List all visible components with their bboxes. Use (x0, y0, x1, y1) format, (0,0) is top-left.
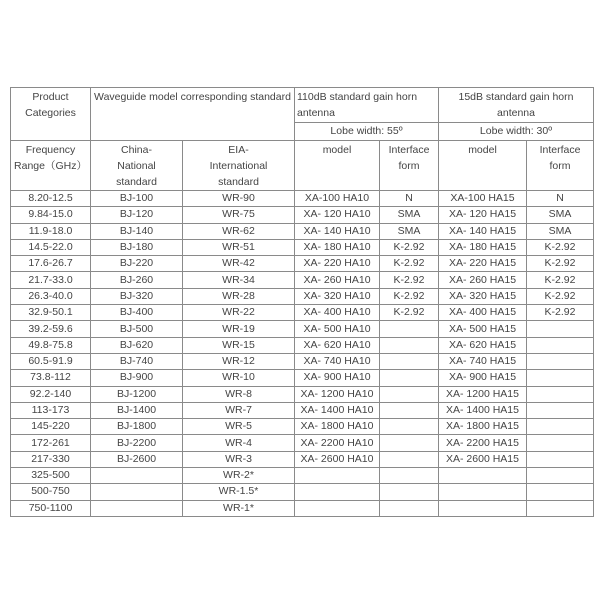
table-row (11, 386, 594, 402)
cell-frequency: 145-220 (11, 419, 91, 435)
header-110db-line2: antenna (297, 107, 335, 119)
cell-china-model: BJ-120 (91, 207, 183, 223)
cell-model-110db: XA- 500 HA10 (295, 321, 380, 337)
cell-interface-15db (527, 500, 594, 516)
header-model-110: model (295, 141, 380, 191)
cell-eia-model: WR-7 (183, 402, 295, 418)
cell-model-110db: XA- 2200 HA10 (295, 435, 380, 451)
header-110db-horn (295, 88, 439, 123)
cell-interface-15db: SMA (527, 207, 594, 223)
header-model-15: model (439, 141, 527, 191)
cell-interface-110db (380, 468, 439, 484)
cell-china-model: BJ-400 (91, 305, 183, 321)
cell-interface-110db (380, 402, 439, 418)
cell-model-15db: XA- 900 HA15 (439, 370, 527, 386)
table-row (11, 272, 594, 288)
cell-interface-110db (380, 451, 439, 467)
cell-interface-110db: K-2.92 (380, 256, 439, 272)
cell-model-110db: XA- 120 HA10 (295, 207, 380, 223)
cell-frequency: 92.2-140 (11, 386, 91, 402)
cell-model-110db: XA- 140 HA10 (295, 223, 380, 239)
header-15db-horn: 15dB standard gain horn antenna (439, 88, 594, 123)
cell-china-model: BJ-740 (91, 353, 183, 369)
cell-eia-model: WR-8 (183, 386, 295, 402)
cell-model-110db (295, 500, 380, 516)
cell-frequency: 500-750 (11, 484, 91, 500)
cell-eia-model: WR-1.5* (183, 484, 295, 500)
cell-model-15db (439, 468, 527, 484)
cell-interface-15db (527, 370, 594, 386)
cell-interface-110db (380, 337, 439, 353)
cell-china-model (91, 484, 183, 500)
cell-model-110db: XA- 620 HA10 (295, 337, 380, 353)
table-row (11, 321, 594, 337)
cell-model-15db: XA- 120 HA15 (439, 207, 527, 223)
cell-eia-model: WR-42 (183, 256, 295, 272)
cell-eia-model: WR-3 (183, 451, 295, 467)
table-row (11, 370, 594, 386)
cell-model-110db (295, 484, 380, 500)
header-interface-15: Interface form (527, 141, 594, 191)
cell-model-110db: XA-100 HA10 (295, 191, 380, 207)
cell-eia-model: WR-4 (183, 435, 295, 451)
cell-eia-model: WR-34 (183, 272, 295, 288)
cell-eia-model: WR-90 (183, 191, 295, 207)
cell-china-model: BJ-1400 (91, 402, 183, 418)
cell-china-model: BJ-140 (91, 223, 183, 239)
cell-china-model (91, 468, 183, 484)
cell-china-model: BJ-1200 (91, 386, 183, 402)
cell-interface-110db: SMA (380, 223, 439, 239)
cell-frequency: 21.7-33.0 (11, 272, 91, 288)
cell-frequency: 32.9-50.1 (11, 305, 91, 321)
header-110db-line1: 110dB standard gain horn (297, 91, 418, 103)
cell-model-15db: XA- 220 HA15 (439, 256, 527, 272)
cell-model-15db: XA- 2600 HA15 (439, 451, 527, 467)
table-row (11, 337, 594, 353)
cell-model-15db: XA- 1200 HA15 (439, 386, 527, 402)
cell-china-model: BJ-100 (91, 191, 183, 207)
cell-interface-15db (527, 484, 594, 500)
header-lobe-30: Lobe width: 30º (439, 123, 594, 141)
table-row (11, 468, 594, 484)
cell-model-110db: XA- 400 HA10 (295, 305, 380, 321)
cell-model-110db: XA- 320 HA10 (295, 288, 380, 304)
cell-model-110db: XA- 900 HA10 (295, 370, 380, 386)
cell-frequency: 11.9-18.0 (11, 223, 91, 239)
cell-interface-110db (380, 321, 439, 337)
cell-interface-15db (527, 353, 594, 369)
cell-interface-15db (527, 451, 594, 467)
cell-china-model: BJ-220 (91, 256, 183, 272)
table-row (11, 239, 594, 255)
cell-interface-110db (380, 370, 439, 386)
header-frequency-range: Frequency Range（GHz） (11, 141, 91, 191)
table-row (11, 288, 594, 304)
cell-model-110db (295, 468, 380, 484)
cell-model-15db: XA- 180 HA15 (439, 239, 527, 255)
cell-model-15db: XA- 320 HA15 (439, 288, 527, 304)
cell-model-15db: XA- 400 HA15 (439, 305, 527, 321)
cell-frequency: 73.8-112 (11, 370, 91, 386)
cell-eia-model: WR-75 (183, 207, 295, 223)
cell-interface-15db (527, 468, 594, 484)
cell-frequency: 750-1100 (11, 500, 91, 516)
header-waveguide-standard: Waveguide model corresponding standard (91, 88, 295, 141)
cell-eia-model: WR-19 (183, 321, 295, 337)
cell-interface-110db: K-2.92 (380, 305, 439, 321)
cell-china-model: BJ-620 (91, 337, 183, 353)
cell-interface-15db (527, 386, 594, 402)
cell-interface-110db (380, 386, 439, 402)
table-row (11, 402, 594, 418)
cell-china-model: BJ-180 (91, 239, 183, 255)
cell-model-110db: XA- 260 HA10 (295, 272, 380, 288)
cell-frequency: 113-173 (11, 402, 91, 418)
cell-eia-model: WR-1* (183, 500, 295, 516)
cell-eia-model: WR-2* (183, 468, 295, 484)
cell-model-15db: XA- 1400 HA15 (439, 402, 527, 418)
cell-frequency: 14.5-22.0 (11, 239, 91, 255)
table-row (11, 207, 594, 223)
cell-china-model: BJ-260 (91, 272, 183, 288)
cell-china-model: BJ-900 (91, 370, 183, 386)
cell-frequency: 17.6-26.7 (11, 256, 91, 272)
cell-interface-110db (380, 484, 439, 500)
cell-frequency: 39.2-59.6 (11, 321, 91, 337)
cell-eia-model: WR-22 (183, 305, 295, 321)
cell-interface-15db: SMA (527, 223, 594, 239)
cell-interface-110db (380, 353, 439, 369)
table-row (11, 419, 594, 435)
cell-model-110db: XA- 740 HA10 (295, 353, 380, 369)
cell-eia-model: WR-10 (183, 370, 295, 386)
cell-interface-15db: K-2.92 (527, 288, 594, 304)
cell-frequency: 8.20-12.5 (11, 191, 91, 207)
cell-interface-110db (380, 435, 439, 451)
cell-china-model: BJ-2600 (91, 451, 183, 467)
table-row (11, 223, 594, 239)
cell-interface-15db (527, 435, 594, 451)
table-row (11, 191, 594, 207)
table-row (11, 435, 594, 451)
cell-interface-110db: K-2.92 (380, 272, 439, 288)
header-interface-110: Interface form (380, 141, 439, 191)
cell-interface-15db: K-2.92 (527, 272, 594, 288)
table-row (11, 500, 594, 516)
cell-interface-15db (527, 321, 594, 337)
cell-model-15db: XA- 260 HA15 (439, 272, 527, 288)
cell-china-model: BJ-1800 (91, 419, 183, 435)
cell-interface-15db: K-2.92 (527, 256, 594, 272)
header-lobe-55: Lobe width: 55º (295, 123, 439, 141)
cell-interface-110db: SMA (380, 207, 439, 223)
table-row (11, 353, 594, 369)
cell-model-15db: XA-100 HA15 (439, 191, 527, 207)
cell-interface-15db (527, 419, 594, 435)
cell-model-15db: XA- 740 HA15 (439, 353, 527, 369)
cell-interface-15db (527, 337, 594, 353)
cell-model-110db: XA- 220 HA10 (295, 256, 380, 272)
cell-model-110db: XA- 1800 HA10 (295, 419, 380, 435)
cell-interface-15db: K-2.92 (527, 305, 594, 321)
table-row (11, 305, 594, 321)
cell-frequency: 217-330 (11, 451, 91, 467)
cell-model-15db (439, 500, 527, 516)
cell-frequency: 9.84-15.0 (11, 207, 91, 223)
cell-frequency: 49.8-75.8 (11, 337, 91, 353)
table-row (11, 451, 594, 467)
cell-model-15db: XA- 620 HA15 (439, 337, 527, 353)
cell-model-110db: XA- 180 HA10 (295, 239, 380, 255)
cell-china-model (91, 500, 183, 516)
cell-model-15db: XA- 140 HA15 (439, 223, 527, 239)
cell-model-110db: XA- 1400 HA10 (295, 402, 380, 418)
cell-china-model: BJ-320 (91, 288, 183, 304)
cell-model-110db: XA- 2600 HA10 (295, 451, 380, 467)
waveguide-horn-spec-table (10, 87, 594, 517)
cell-model-15db (439, 484, 527, 500)
cell-eia-model: WR-15 (183, 337, 295, 353)
cell-eia-model: WR-51 (183, 239, 295, 255)
header-product-categories: Product Categories (11, 88, 91, 141)
cell-china-model: BJ-2200 (91, 435, 183, 451)
cell-model-15db: XA- 1800 HA15 (439, 419, 527, 435)
cell-interface-15db (527, 402, 594, 418)
cell-model-110db: XA- 1200 HA10 (295, 386, 380, 402)
header-eia-standard: EIA-International standard (183, 141, 295, 191)
cell-frequency: 26.3-40.0 (11, 288, 91, 304)
cell-frequency: 172-261 (11, 435, 91, 451)
cell-eia-model: WR-5 (183, 419, 295, 435)
cell-model-15db: XA- 500 HA15 (439, 321, 527, 337)
header-china-standard: China-National standard (91, 141, 183, 191)
cell-interface-110db (380, 500, 439, 516)
cell-frequency: 60.5-91.9 (11, 353, 91, 369)
cell-frequency: 325-500 (11, 468, 91, 484)
cell-china-model: BJ-500 (91, 321, 183, 337)
cell-eia-model: WR-12 (183, 353, 295, 369)
cell-interface-15db: K-2.92 (527, 239, 594, 255)
cell-interface-15db: N (527, 191, 594, 207)
table-row (11, 484, 594, 500)
cell-interface-110db: K-2.92 (380, 239, 439, 255)
cell-interface-110db: N (380, 191, 439, 207)
table-row (11, 256, 594, 272)
cell-eia-model: WR-62 (183, 223, 295, 239)
cell-interface-110db: K-2.92 (380, 288, 439, 304)
cell-interface-110db (380, 419, 439, 435)
cell-eia-model: WR-28 (183, 288, 295, 304)
cell-model-15db: XA- 2200 HA15 (439, 435, 527, 451)
